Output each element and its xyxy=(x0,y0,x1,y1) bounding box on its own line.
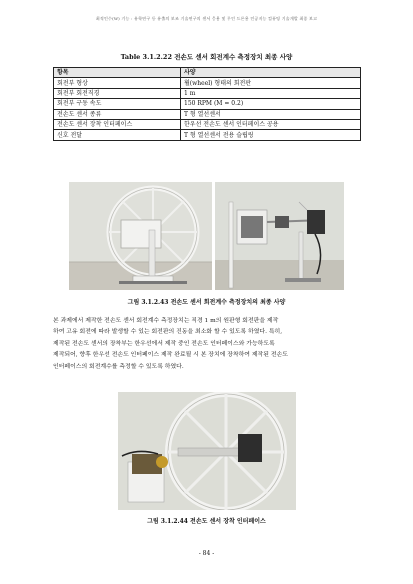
table-row xyxy=(54,109,361,119)
paragraph-line: 제작된 전손도 센서의 장착부는 한우선에서 제작 중인 전손도 인터페이스와 가능하도록 xyxy=(53,340,275,347)
figure2-caption: 그림 3.1.2.44 전손도 센서 장착 인터페이스 xyxy=(147,518,266,525)
table-cell: 휠(wheel) 형태의 회전판 xyxy=(181,78,361,88)
table-row xyxy=(54,119,361,129)
table-cell: 1 m xyxy=(181,88,361,98)
table-header-row xyxy=(54,68,361,78)
table-cell: 회전부 회전직경 xyxy=(54,88,181,98)
spec-table xyxy=(53,67,361,141)
table-cell: T 형 열선센서 전용 슬립링 xyxy=(181,130,361,140)
table-cell: 신호 전달 xyxy=(54,130,181,140)
table-row xyxy=(54,78,361,88)
paragraph-line: 인터페이스의 회전계수를 측정할 수 있도록 하였다. xyxy=(53,363,184,370)
table-row xyxy=(54,88,361,98)
table-cell: 회전부 형상 xyxy=(54,78,181,88)
table-cell: 한우선 전손도 센서 인터페이스 공용 xyxy=(181,119,361,129)
table-cell: 전손도 센서 장착 인터페이스 xyxy=(54,119,181,129)
page-header: 최적인수(W) 기능 : 유학연구 등 유출의 보조 기술연구의 센서 응용 및 무인 드론용 인공지능 컴퓨팅 기술개발 최종 보고 xyxy=(95,16,318,21)
paragraph-line: 제작되어, 향후 한우선 전손도 인터페이스 제작 완료될 시 본 장치에 장착하여 제작된 전손도 xyxy=(53,352,288,359)
table-row xyxy=(54,99,361,109)
photo-apparatus-side xyxy=(215,182,344,290)
table-cell: T 형 열선센서 xyxy=(181,109,361,119)
table-row xyxy=(54,130,361,140)
photo-apparatus-front xyxy=(69,182,212,290)
figure1-caption: 그림 3.1.2.43 전손도 센서 회전계수 측정장치의 최종 사양 xyxy=(127,299,286,306)
paragraph-line: 하여 고유 회전에 따라 발생할 수 있는 회전판의 진동을 최소화 할 수 있도록 하였다. 특히, xyxy=(53,329,283,336)
table-cell: 회전부 구동 속도 xyxy=(54,99,181,109)
photo-sensor-interface xyxy=(118,392,296,510)
body-paragraph xyxy=(53,316,363,373)
table-header-item: 항목 xyxy=(54,68,181,78)
table-cell: 전손도 센서 종류 xyxy=(54,109,181,119)
page-number: - 84 - xyxy=(198,550,215,557)
table-title: Table 3.1.2.22 전손도 센서 회전계수 측정장치 최종 사양 xyxy=(120,53,293,61)
table-header-spec: 사양 xyxy=(181,68,361,78)
paragraph-line: 본 과제에서 제작한 전손도 센서 회전계수 측정장치는 직경 1 m의 원판형 회전판을 제작 xyxy=(53,318,279,324)
table-cell: 150 RPM (M = 0.2) xyxy=(181,99,361,109)
